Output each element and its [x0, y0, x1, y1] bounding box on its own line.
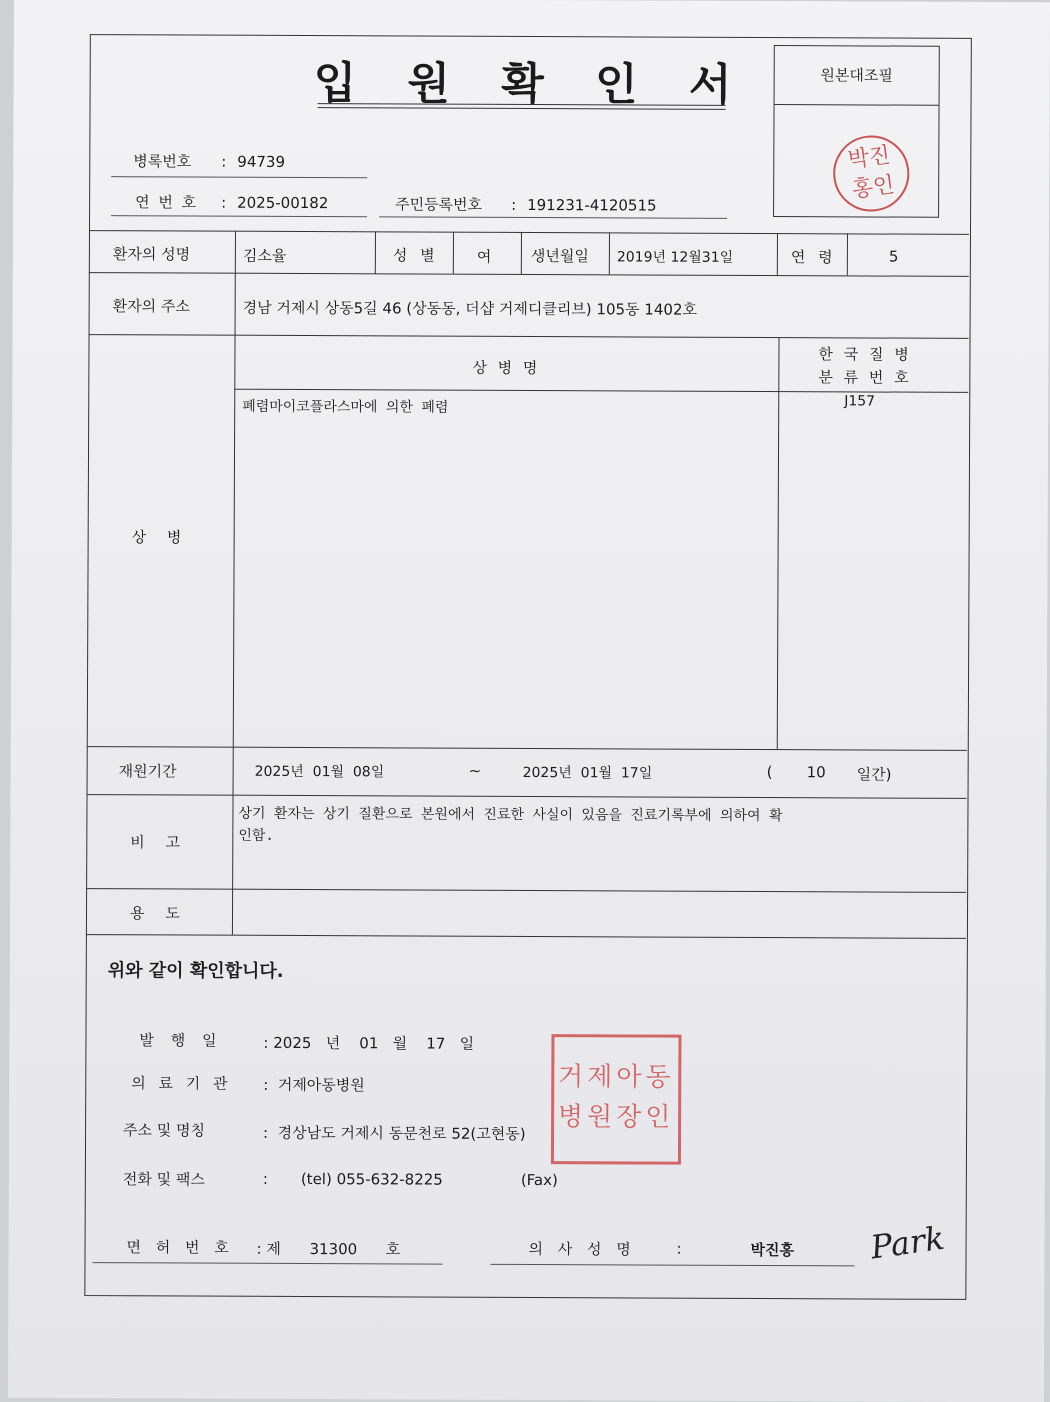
document-title: 입 원 확 인 서 [313, 58, 750, 111]
sex-label: 성 별 [392, 246, 439, 265]
age-value-divider [847, 233, 848, 275]
serial-value: 2025-00182 [237, 193, 329, 213]
age-label: 연 령 [790, 248, 837, 267]
institution-label: 의 료 기 관 [131, 1074, 232, 1093]
hospital-seal-stamp: 거제아동 병원장인 [551, 1034, 682, 1165]
address-name-label: 주소 및 명칭 [123, 1121, 206, 1140]
stay-from: 2025년 01월 08일 [254, 763, 385, 781]
kcd-header-line1: 한 국 질 병 [818, 345, 912, 364]
phone-value: (tel) 055-632-8225 [300, 1170, 443, 1189]
confirmation-text: 위와 같이 확인합니다. [107, 960, 284, 982]
doctor-name-label: 의 사 성 명 [528, 1239, 636, 1259]
rrn-colon: : [511, 195, 517, 214]
doctor-seal-stamp: 박진 홍인 [828, 131, 914, 217]
stay-open-paren: ( [766, 763, 773, 782]
patient-name-label: 환자의 성명 [112, 245, 191, 264]
license-label: 면 허 번 호 [126, 1238, 234, 1257]
serial-label: 연 번 호 [135, 193, 199, 212]
phone-colon: : [262, 1169, 268, 1188]
kcd-header-line2: 분 류 번 호 [818, 368, 912, 387]
issue-date-value: : 2025 년 01 월 17 일 [263, 1033, 475, 1053]
diagnosis-code-value: J157 [844, 393, 876, 410]
fax-value: (Fax) [520, 1170, 558, 1190]
institution-value: : 거제아동병원 [263, 1075, 365, 1095]
remarks-text-line1: 상기 환자는 상기 질환으로 본원에서 진료한 사실이 있음을 진료기록부에 의하여 확 [238, 805, 783, 825]
doctor-name-value: 박진홍 [750, 1240, 795, 1260]
sex-birth-divider [521, 232, 522, 274]
birth-value: 2019년 12월31일 [616, 249, 734, 266]
doctor-name-colon: : [676, 1239, 682, 1258]
rrn-value: 191231-4120515 [527, 195, 657, 215]
diagnosis-name-header: 상 병 명 [472, 358, 541, 378]
sex-value-divider [453, 232, 454, 274]
record-no-label: 병록번호 [133, 152, 192, 171]
patient-address-label: 환자의 주소 [112, 297, 190, 316]
purpose-label: 용 도 [129, 904, 188, 923]
issue-date-label: 발 행 일 [139, 1031, 223, 1050]
diagnosis-section-label: 상 병 [131, 528, 190, 547]
phone-fax-label: 전화 및 팩스 [122, 1170, 205, 1189]
sex-value: 여 [476, 247, 492, 266]
serial-colon: : [221, 193, 227, 212]
document-frame [84, 34, 971, 1300]
remarks-label: 비 고 [130, 833, 189, 852]
patient-name-value: 김소율 [242, 246, 287, 265]
stay-to: 2025년 01월 17일 [522, 764, 653, 782]
rrn-label: 주민등록번호 [395, 195, 483, 214]
stay-days: 10 [806, 763, 826, 782]
diagnosis-name-value: 폐렴마이코플라스마에 의한 폐렴 [242, 398, 449, 416]
stay-period-label: 재원기간 [118, 762, 177, 781]
record-no-colon: : [221, 152, 227, 171]
hospital-address-value: : 경상남도 거제시 동문천로 52(고현동) [263, 1123, 526, 1143]
birth-value-divider [609, 232, 610, 274]
doctor-signature: Park [868, 1218, 947, 1267]
birth-age-divider [777, 233, 778, 275]
stay-tilde: ~ [468, 761, 482, 780]
patient-address-value: 경남 거제시 상동5길 46 (상동동, 더샵 거제디클리브) 105동 1402호 [242, 298, 698, 319]
age-value: 5 [888, 247, 899, 266]
license-value: : 제 31300 호 [256, 1239, 401, 1259]
record-no-value: 94739 [237, 152, 286, 171]
document-page [8, 0, 1050, 1402]
stay-days-unit: 일간) [856, 765, 892, 784]
original-verified-label: 원본대조필 [775, 46, 939, 106]
name-sex-divider [375, 231, 376, 273]
birth-label: 생년월일 [530, 246, 589, 266]
remarks-text-line2: 인함. [238, 827, 274, 844]
